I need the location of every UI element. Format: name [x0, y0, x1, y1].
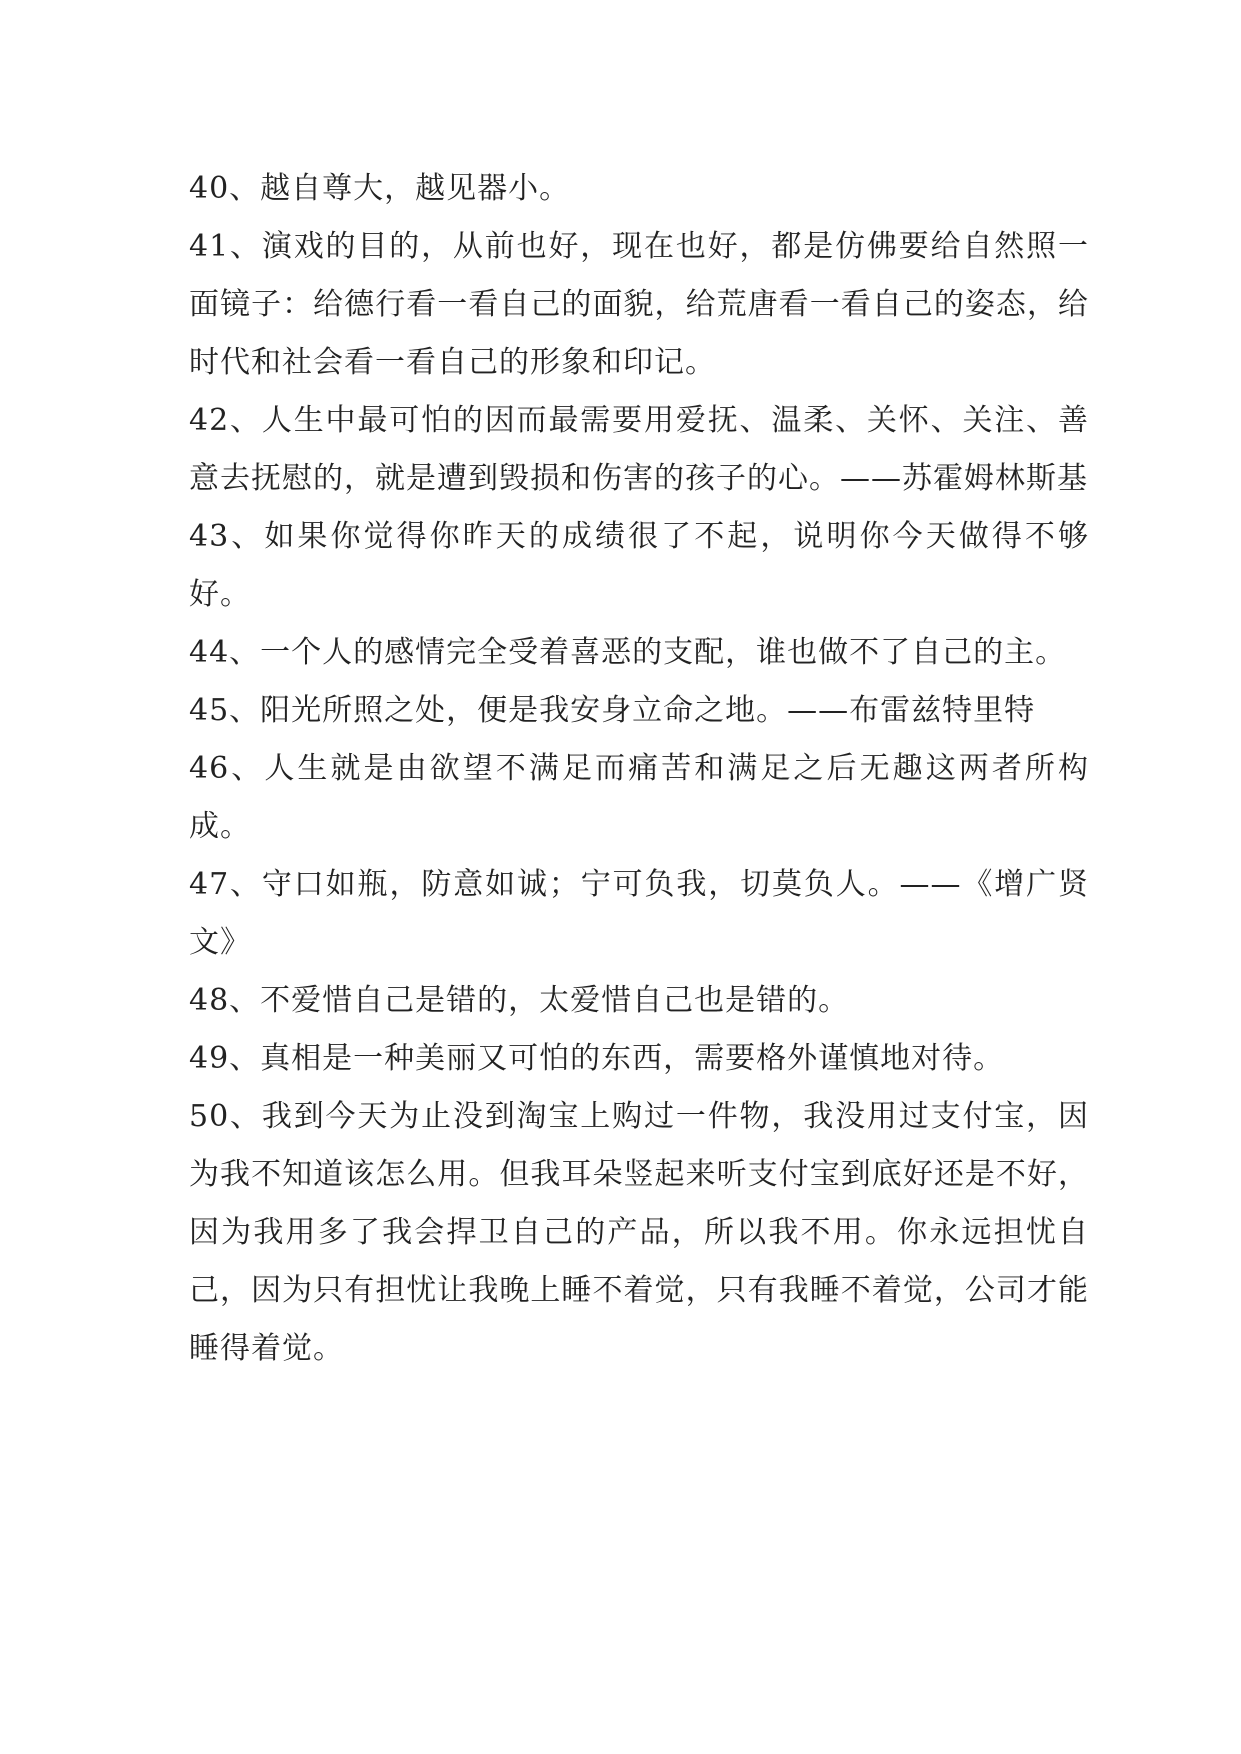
quote-43: 43、如果你觉得你昨天的成绩很了不起，说明你今天做得不够好。 — [189, 519, 1089, 612]
quote-48: 48、不爱惜自己是错的，太爱惜自己也是错的。 — [189, 983, 850, 1018]
quote-42: 42、人生中最可怕的因而最需要用爱抚、温柔、关怀、关注、善意去抚慰的，就是遭到毁损和伤害的孩子的心。——苏霍姆林斯基 — [189, 403, 1089, 496]
quote-47: 47、守口如瓶，防意如诚；宁可负我，切莫负人。——《增广贤文》 — [189, 867, 1089, 960]
quote-list — [189, 160, 1089, 1378]
quote-50: 50、我到今天为止没到淘宝上购过一件物，我没用过支付宝，因为我不知道该怎么用。但我耳朵竖起来听支付宝到底好还是不好，因为我用多了我会捍卫自己的产品，所以我不用。你永远担忧自己，因为只有担忧让我晚上睡不着觉，只有我睡不着觉，公司才能睡得着觉。 — [189, 1099, 1089, 1366]
quote-41: 41、演戏的目的，从前也好，现在也好，都是仿佛要给自然照一面镜子：给德行看一看自己的面貌，给荒唐看一看自己的姿态，给时代和社会看一看自己的形象和印记。 — [189, 229, 1089, 380]
quote-45: 45、阳光所照之处，便是我安身立命之地。——布雷兹特里特 — [189, 693, 1036, 728]
quote-46: 46、人生就是由欲望不满足而痛苦和满足之后无趣这两者所构成。 — [189, 751, 1089, 844]
quote-49: 49、真相是一种美丽又可怕的东西，需要格外谨慎地对待。 — [189, 1041, 1005, 1076]
quote-44: 44、一个人的感情完全受着喜恶的支配，谁也做不了自己的主。 — [189, 635, 1067, 670]
quote-40: 40、越自尊大，越见器小。 — [189, 171, 571, 206]
